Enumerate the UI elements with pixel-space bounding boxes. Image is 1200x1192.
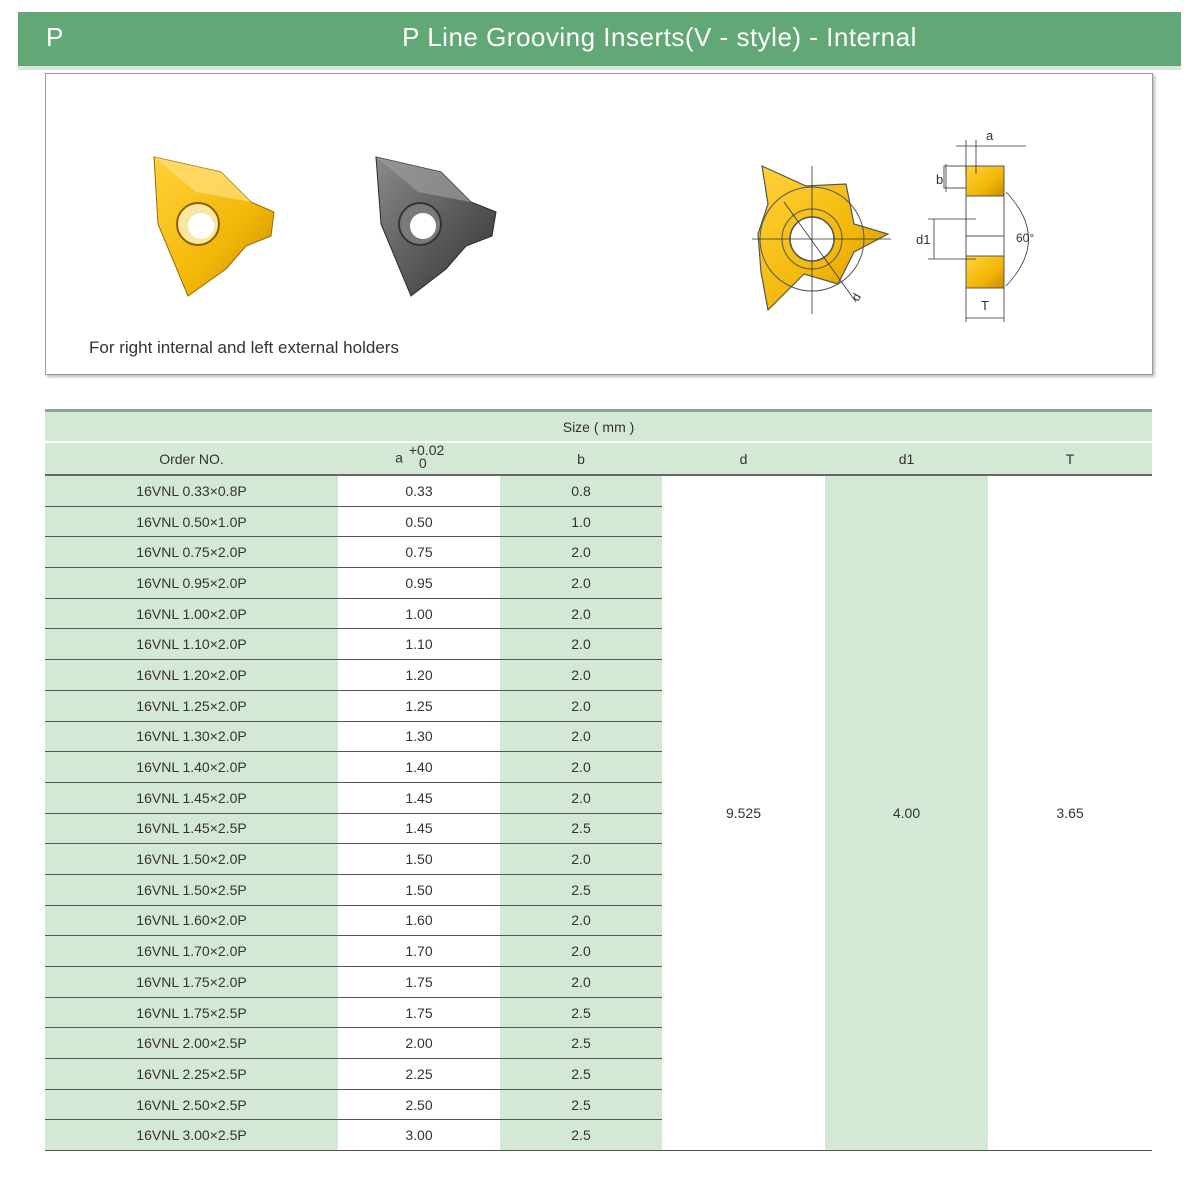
col-a-label: a	[395, 449, 403, 466]
dim-d1-label: d1	[916, 232, 931, 247]
spec-table	[45, 409, 1152, 1151]
table-row	[45, 475, 1152, 506]
size-header-row	[45, 411, 1152, 443]
col-d-header: d	[662, 442, 825, 475]
a-value-cell: 1.40	[338, 752, 500, 783]
b-value-cell: 2.5	[500, 1028, 662, 1059]
b-value-cell: 2.0	[500, 629, 662, 660]
order-no-cell: 16VNL 0.75×2.0P	[45, 537, 338, 568]
tolerance-upper: +0.02	[408, 441, 445, 458]
order-no-cell: 16VNL 1.50×2.5P	[45, 874, 338, 905]
a-value-cell: 1.20	[338, 660, 500, 691]
tolerance-lower: 0	[418, 454, 427, 471]
page-header	[18, 12, 1181, 66]
dim-b-label: b	[936, 172, 944, 187]
order-no-cell: 16VNL 1.10×2.0P	[45, 629, 338, 660]
order-no-cell: 16VNL 1.40×2.0P	[45, 752, 338, 783]
col-b-header: b	[500, 442, 662, 475]
a-value-cell: 1.30	[338, 721, 500, 752]
order-no-cell: 16VNL 1.45×2.5P	[45, 813, 338, 844]
a-value-cell: 1.60	[338, 905, 500, 936]
dim-angle-label: 60°	[1016, 231, 1035, 245]
order-no-cell: 16VNL 1.75×2.0P	[45, 967, 338, 998]
order-no-cell: 16VNL 1.75×2.5P	[45, 997, 338, 1028]
b-value-cell: 2.5	[500, 813, 662, 844]
insert-front-view-drawing	[752, 166, 891, 314]
order-no-cell: 16VNL 1.45×2.0P	[45, 782, 338, 813]
order-no-cell: 16VNL 1.50×2.0P	[45, 844, 338, 875]
col-a-header	[338, 442, 500, 475]
a-value-cell: 3.00	[338, 1120, 500, 1151]
order-no-cell: 16VNL 1.30×2.0P	[45, 721, 338, 752]
b-value-cell: 2.0	[500, 660, 662, 691]
a-value-cell: 1.70	[338, 936, 500, 967]
insert-side-view-drawing	[916, 128, 1034, 322]
col-d1-header: d1	[825, 442, 988, 475]
a-value-cell: 0.95	[338, 568, 500, 599]
order-no-cell: 16VNL 1.20×2.0P	[45, 660, 338, 691]
a-value-cell: 0.33	[338, 475, 500, 506]
b-value-cell: 2.0	[500, 936, 662, 967]
a-value-cell: 2.25	[338, 1059, 500, 1090]
b-value-cell: 2.0	[500, 752, 662, 783]
page-title: P Line Grooving Inserts(V - style) - Internal	[402, 22, 917, 52]
a-value-cell: 2.00	[338, 1028, 500, 1059]
a-value-cell: 0.75	[338, 537, 500, 568]
order-no-cell: 16VNL 1.70×2.0P	[45, 936, 338, 967]
b-value-cell: 2.5	[500, 1059, 662, 1090]
b-value-cell: 2.5	[500, 1089, 662, 1120]
dim-T-label: T	[981, 298, 989, 313]
gold-insert-image	[154, 157, 274, 296]
T-value-cell: 3.65	[988, 475, 1152, 1151]
col-order-header: Order NO.	[45, 442, 338, 475]
b-value-cell: 2.0	[500, 721, 662, 752]
a-value-cell: 1.10	[338, 629, 500, 660]
a-value-cell: 2.50	[338, 1089, 500, 1120]
b-value-cell: 2.0	[500, 905, 662, 936]
a-value-cell: 1.50	[338, 844, 500, 875]
b-value-cell: 2.0	[500, 537, 662, 568]
dim-a-label: a	[986, 128, 994, 143]
order-no-cell: 16VNL 3.00×2.5P	[45, 1120, 338, 1151]
coated-insert-image	[376, 157, 496, 296]
order-no-cell: 16VNL 1.60×2.0P	[45, 905, 338, 936]
a-value-cell: 1.75	[338, 967, 500, 998]
size-header: Size ( mm )	[45, 411, 1152, 443]
a-value-cell: 1.50	[338, 874, 500, 905]
b-value-cell: 2.0	[500, 690, 662, 721]
a-value-cell: 1.00	[338, 598, 500, 629]
header-divider	[18, 66, 1181, 70]
col-T-header: T	[988, 442, 1152, 475]
b-value-cell: 2.5	[500, 997, 662, 1028]
d1-value-cell: 4.00	[825, 475, 988, 1151]
b-value-cell: 2.0	[500, 598, 662, 629]
b-value-cell: 1.0	[500, 506, 662, 537]
order-no-cell: 16VNL 0.95×2.0P	[45, 568, 338, 599]
b-value-cell: 2.0	[500, 568, 662, 599]
product-illustrations	[46, 74, 1152, 374]
dim-d-label: d	[848, 290, 864, 304]
b-value-cell: 2.0	[500, 967, 662, 998]
order-no-cell: 16VNL 1.00×2.0P	[45, 598, 338, 629]
order-no-cell: 16VNL 0.33×0.8P	[45, 475, 338, 506]
order-no-cell: 16VNL 2.25×2.5P	[45, 1059, 338, 1090]
a-value-cell: 1.45	[338, 813, 500, 844]
b-value-cell: 2.5	[500, 874, 662, 905]
order-no-cell: 16VNL 2.00×2.5P	[45, 1028, 338, 1059]
column-header-row	[45, 442, 1152, 475]
order-no-cell: 16VNL 2.50×2.5P	[45, 1089, 338, 1120]
order-no-cell: 16VNL 0.50×1.0P	[45, 506, 338, 537]
product-figure-box	[45, 73, 1153, 375]
col-a-tolerance	[407, 441, 445, 472]
d-value-cell: 9.525	[662, 475, 825, 1151]
a-value-cell: 1.25	[338, 690, 500, 721]
a-value-cell: 1.45	[338, 782, 500, 813]
a-value-cell: 1.75	[338, 997, 500, 1028]
a-value-cell: 0.50	[338, 506, 500, 537]
order-no-cell: 16VNL 1.25×2.0P	[45, 690, 338, 721]
b-value-cell: 2.0	[500, 844, 662, 875]
section-letter: P	[46, 22, 64, 52]
b-value-cell: 0.8	[500, 475, 662, 506]
b-value-cell: 2.5	[500, 1120, 662, 1151]
b-value-cell: 2.0	[500, 782, 662, 813]
figure-caption: For right internal and left external holders	[89, 338, 399, 357]
